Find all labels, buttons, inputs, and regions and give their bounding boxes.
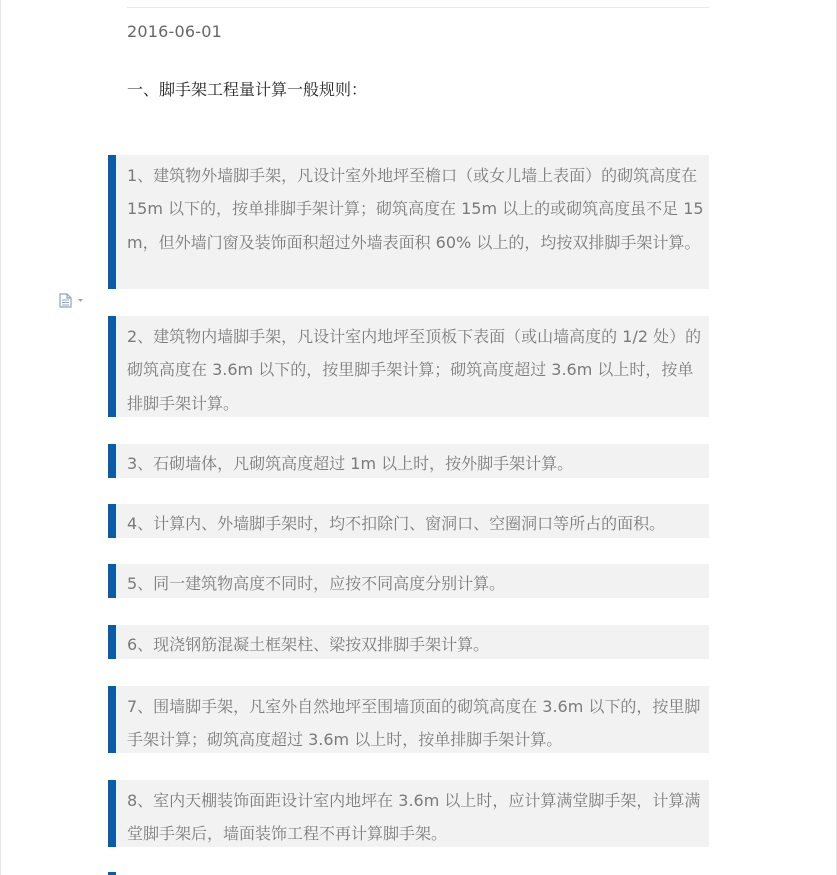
rule-item [108,564,709,598]
section-heading: 一、脚手架工程量计算一般规则： [127,80,368,99]
rule-text: 7、围墙脚手架，凡室外自然地坪至围墙顶面的砌筑高度在 3.6m 以下的，按里脚手架计算；砌筑高度超过 3.6m 以上时，按单排脚手架计算。 [127,697,701,750]
frame-left-border [0,0,1,875]
rule-text: 4、计算内、外墙脚手架时，均不扣除门、窗洞口、空圈洞口等所占的面积。 [127,514,666,533]
rule-text: 1、建筑物外墙脚手架，凡设计室外地坪至檐口（或女儿墙上表面）的砌筑高度在 15m 以下的，按单排脚手架计算；砌筑高度在 15m 以上的或砌筑高度虽不足 15m，但外墙门窗及装饰面积超过外墙表面积 60% 以上的，均按双排脚手架计算。 [127,166,704,252]
rule-item [108,625,709,659]
rule-text: 2、建筑物内墙脚手架，凡设计室内地坪至顶板下表面（或山墙高度的 1/2 处）的砌筑高度在 3.6m 以下的，按里脚手架计算；砌筑高度超过 3.6m 以上时，按单排脚手架计算。 [127,327,702,413]
rule-text: 8、室内天棚装饰面距设计室内地坪在 3.6m 以上时，应计算满堂脚手架，计算满堂脚手架后，墙面装饰工程不再计算脚手架。 [127,791,701,844]
rule-item [108,155,709,289]
caret-down-icon [78,299,83,302]
post-date: 2016-06-01 [127,22,222,41]
rule-item [108,686,709,753]
document-tool-button[interactable] [58,291,88,309]
rule-item [108,780,709,847]
rule-text: 5、同一建筑物高度不同时，应按不同高度分别计算。 [127,574,506,593]
rule-text: 6、现浇钢筋混凝土框架柱、梁按双排脚手架计算。 [127,635,490,654]
document-icon [60,294,71,307]
rule-item [108,444,709,478]
rule-item [108,504,709,538]
rule-item [108,316,709,417]
top-divider [127,7,709,8]
rule-text: 3、石砌墙体，凡砌筑高度超过 1m 以上时，按外脚手架计算。 [127,454,574,473]
